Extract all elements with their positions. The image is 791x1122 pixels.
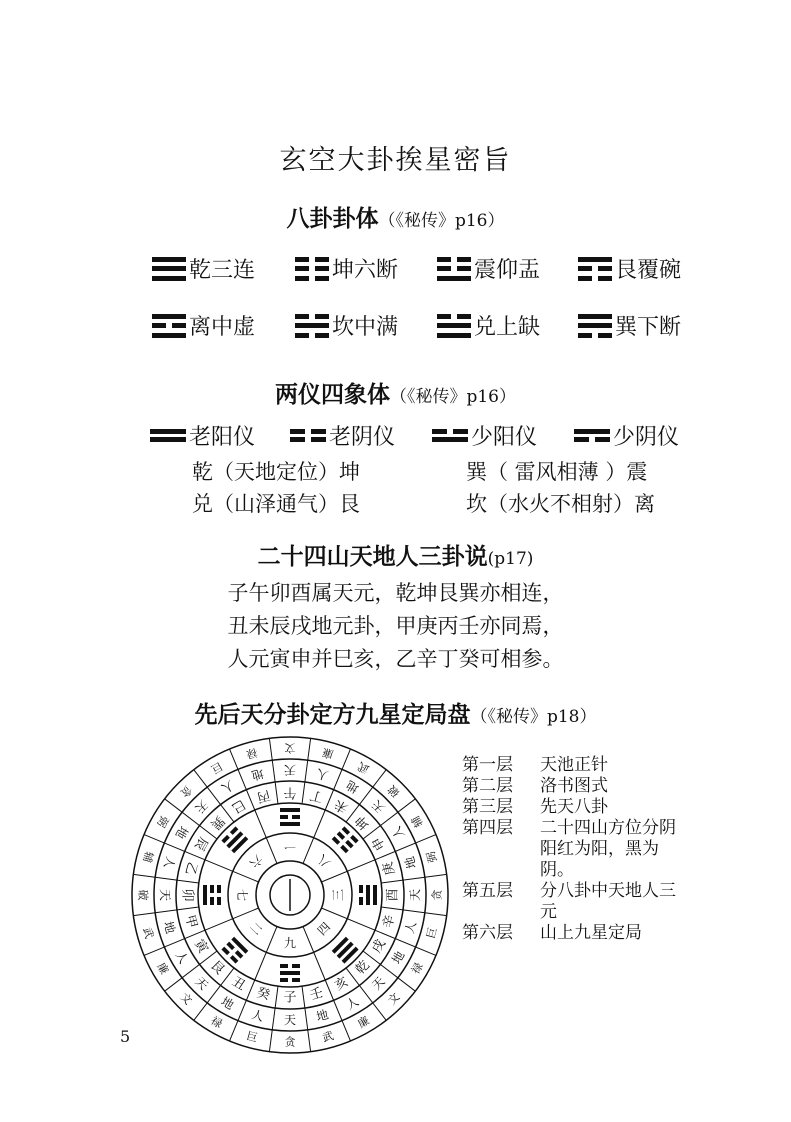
trigram-item (152, 310, 255, 341)
page-number: 5 (120, 1027, 131, 1046)
compass-luoshu: 七 (235, 888, 249, 902)
compass-jiuxing: 贪 (284, 1035, 296, 1049)
compass-luoshu: 一 (283, 840, 297, 854)
sixiang-item (150, 420, 255, 451)
compass-sanyuan: 地 (389, 948, 408, 967)
section-xianhou-heading (0, 696, 791, 729)
compass-mountain: 壬 (308, 985, 325, 1004)
sixiang-label: 少阳仪 (471, 425, 538, 450)
compass-mountain: 巳 (229, 796, 248, 816)
compass-jiuxing: 巨 (244, 1029, 259, 1045)
compass-sanyuan: 人 (218, 777, 237, 796)
section-source: （《秘传》p18） (470, 707, 597, 727)
compass-mountain: 辛 (380, 913, 399, 930)
luopan-diagram (130, 735, 450, 1055)
trigram-label: 兑上缺 (474, 315, 541, 340)
trigram-icon (578, 314, 612, 338)
poem-line: 人元寅申并巳亥，乙辛丁癸可相参。 (227, 647, 564, 671)
pair-text: 兑（山泽通气）艮 (192, 492, 360, 516)
sixiang-item (290, 420, 395, 451)
pair-text: 巽（ 雷风相薄 ）震 (466, 460, 648, 484)
compass-spoke (363, 799, 415, 842)
compass-mountain: 丁 (308, 786, 325, 805)
compass-mountain: 午 (283, 784, 297, 800)
compass-jiuxing: 文 (385, 990, 403, 1008)
compass-jiuxing: 辅 (408, 813, 426, 830)
compass-sanyuan: 天 (192, 797, 211, 816)
sixiang-item (574, 420, 679, 451)
layer-desc: 二十四山方位分阴阳红为阳，黑为阴。 (540, 818, 676, 880)
page-title: 玄空大卦挨星密旨 (279, 145, 512, 176)
layer-row (462, 776, 690, 797)
trigram-icon (152, 314, 186, 338)
compass-sanyuan: 地 (218, 994, 237, 1013)
section-source: (p17) (487, 549, 534, 569)
sixiang-item (432, 420, 537, 451)
compass-mountain: 乾 (352, 957, 373, 978)
compass-sanyuan: 天 (283, 763, 297, 777)
compass-sanyuan: 地 (250, 765, 266, 783)
compass-sanyuan: 天 (369, 974, 388, 993)
compass-jiuxing: 弼 (154, 813, 172, 830)
trigram-icon (578, 257, 612, 281)
compass-spoke (133, 874, 198, 883)
compass-sanyuan: 地 (314, 1007, 330, 1025)
compass-jiuxing: 巨 (424, 926, 440, 941)
layer-row (462, 881, 690, 923)
compass-mountain: 申 (369, 834, 389, 853)
compass-jiuxing: 武 (355, 759, 372, 777)
compass-mountain: 甲 (181, 913, 200, 930)
trigram-label: 乾三连 (189, 258, 256, 283)
compass-trigram (359, 885, 377, 905)
compass-sanyuan: 人 (402, 919, 420, 935)
trigram-item (152, 253, 255, 284)
trigram-item (578, 310, 681, 341)
compass-jiuxing: 廉 (321, 745, 336, 761)
compass-sanyuan: 人 (250, 1007, 266, 1025)
compass-spoke (194, 770, 237, 822)
compass-trigram (280, 964, 300, 982)
compass-mountain: 未 (332, 796, 351, 816)
layer-row (462, 818, 690, 881)
section-heading-text: 二十四山天地人三卦说 (257, 543, 488, 570)
compass-jiuxing: 廉 (154, 960, 172, 977)
compass-sanyuan: 天 (158, 888, 172, 902)
compass-luoshu: 九 (283, 936, 297, 950)
trigram-label: 艮覆碗 (615, 258, 682, 283)
compass-mountain: 癸 (255, 985, 272, 1004)
compass-luoshu: 八 (314, 851, 334, 871)
poem (0, 577, 791, 676)
sixiang-label: 老阴仪 (329, 425, 396, 450)
compass-mountain: 戌 (369, 937, 389, 956)
layer-name: 第二层 (462, 776, 513, 796)
section-heading-text: 先后天分卦定方九星定局盘 (194, 701, 471, 728)
layer-desc: 洛书图式 (540, 776, 608, 796)
compass-mountain: 辰 (191, 834, 211, 853)
compass-sanyuan: 人 (314, 765, 330, 783)
compass-jiuxing: 辅 (140, 849, 156, 864)
trigram-icon (574, 429, 610, 442)
layer-name: 第三层 (462, 797, 513, 817)
layer-desc: 分八卦中天地人三元 (540, 881, 676, 922)
compass-jiuxing: 贪 (430, 889, 444, 901)
trigram-icon (290, 429, 326, 442)
compass-trigram (203, 885, 221, 905)
layer-desc: 天池正针 (540, 755, 608, 775)
compass-sanyuan: 天 (408, 888, 422, 902)
section-source: （《秘传》p16） (389, 387, 516, 407)
section-sanshisi-heading (0, 538, 791, 571)
compass-spoke (269, 986, 278, 1051)
compass-jiuxing: 文 (177, 990, 195, 1008)
layer-legend (462, 755, 690, 944)
compass-mountain: 子 (283, 990, 297, 1006)
layer-row (462, 755, 690, 776)
compass-mountain: 卯 (179, 888, 195, 902)
trigram-icon (437, 314, 471, 338)
compass-sanyuan: 人 (389, 823, 408, 842)
trigram-label: 震仰盂 (474, 258, 541, 283)
layer-name: 第四层 (462, 818, 513, 838)
section-liangyi-heading (0, 376, 791, 409)
compass-jiuxing: 贪 (177, 782, 195, 800)
compass-mountain: 酉 (385, 888, 401, 902)
trigram-icon (152, 257, 186, 281)
layer-row (462, 923, 690, 944)
compass-jiuxing: 廉 (355, 1013, 372, 1031)
compass-sanyuan: 天 (283, 1013, 297, 1027)
compass-spoke (381, 907, 446, 916)
compass-luoshu: 三 (331, 888, 345, 902)
compass-sanyuan: 地 (172, 823, 191, 842)
layer-name: 第六层 (462, 923, 513, 943)
compass-spoke (302, 738, 311, 803)
compass-jiuxing: 弼 (424, 849, 440, 864)
compass-jiuxing: 破 (385, 782, 403, 800)
compass-luoshu: 二 (246, 919, 266, 939)
compass-jiuxing: 武 (321, 1029, 336, 1045)
trigram-icon (437, 257, 471, 281)
poem-line: 丑未辰戌地元卦，甲庚丙壬亦同焉， (227, 614, 564, 638)
trigram-item (295, 310, 398, 341)
trigram-item (578, 253, 681, 284)
trigram-label: 坤六断 (332, 258, 399, 283)
compass-mountain: 寅 (191, 937, 211, 956)
compass-sanyuan: 地 (402, 855, 420, 871)
compass-luoshu: 四 (314, 919, 334, 939)
compass-mountain: 巽 (207, 812, 228, 833)
layer-name: 第一层 (462, 755, 513, 775)
compass-mountain: 坤 (352, 812, 373, 833)
compass-mountain: 艮 (207, 957, 228, 978)
section-heading-text: 八卦卦体 (286, 205, 379, 232)
trigram-icon (295, 257, 329, 281)
layer-name: 第五层 (462, 881, 513, 901)
trigram-label: 坎中满 (332, 315, 399, 340)
trigram-item (437, 310, 540, 341)
trigram-icon (295, 314, 329, 338)
trigram-label: 离中虚 (189, 315, 256, 340)
section-source: （《秘传》p16） (378, 211, 505, 231)
poem-line: 子午卯酉属天元，乾坤艮巽亦相连， (227, 581, 564, 605)
sixiang-label: 少阴仪 (613, 425, 680, 450)
compass-jiuxing: 武 (140, 926, 156, 941)
compass-jiuxing: 禄 (244, 745, 259, 761)
compass-jiuxing: 禄 (208, 1013, 225, 1031)
compass-luoshu: 六 (246, 851, 266, 871)
compass-sanyuan: 天 (369, 797, 388, 816)
layer-desc: 山上九星定局 (540, 923, 642, 943)
compass-jiuxing: 破 (136, 889, 150, 901)
section-bagua-heading (0, 200, 791, 233)
pair-text: 乾（天地定位）坤 (192, 460, 360, 484)
pair-text: 坎（水火不相射）离 (466, 492, 655, 516)
compass-mountain: 乙 (181, 860, 200, 877)
compass-jiuxing: 巨 (208, 759, 225, 777)
sixiang-label: 老阳仪 (189, 425, 256, 450)
compass-mountain: 亥 (332, 974, 351, 994)
trigram-item (295, 253, 398, 284)
section-heading-text: 两仪四象体 (274, 381, 390, 408)
compass-sanyuan: 人 (160, 855, 178, 871)
compass-mountain: 丙 (255, 786, 272, 805)
layer-row (462, 797, 690, 818)
compass-mountain: 庚 (380, 860, 399, 877)
compass-sanyuan: 人 (172, 948, 191, 967)
trigram-label: 巽下断 (615, 315, 682, 340)
compass-sanyuan: 天 (192, 974, 211, 993)
trigram-item (437, 253, 540, 284)
trigram-icon (150, 429, 186, 442)
compass-jiuxing: 文 (284, 741, 296, 755)
compass-sanyuan: 地 (160, 919, 178, 935)
layer-desc: 先天八卦 (540, 797, 608, 817)
compass-jiuxing: 禄 (408, 960, 426, 977)
compass-spoke (343, 968, 386, 1020)
compass-trigram (280, 808, 300, 826)
compass-sanyuan: 人 (343, 994, 362, 1013)
trigram-icon (432, 429, 468, 442)
compass-sanyuan: 地 (343, 777, 362, 796)
compass-spoke (165, 948, 217, 991)
compass-mountain: 丑 (229, 974, 248, 994)
